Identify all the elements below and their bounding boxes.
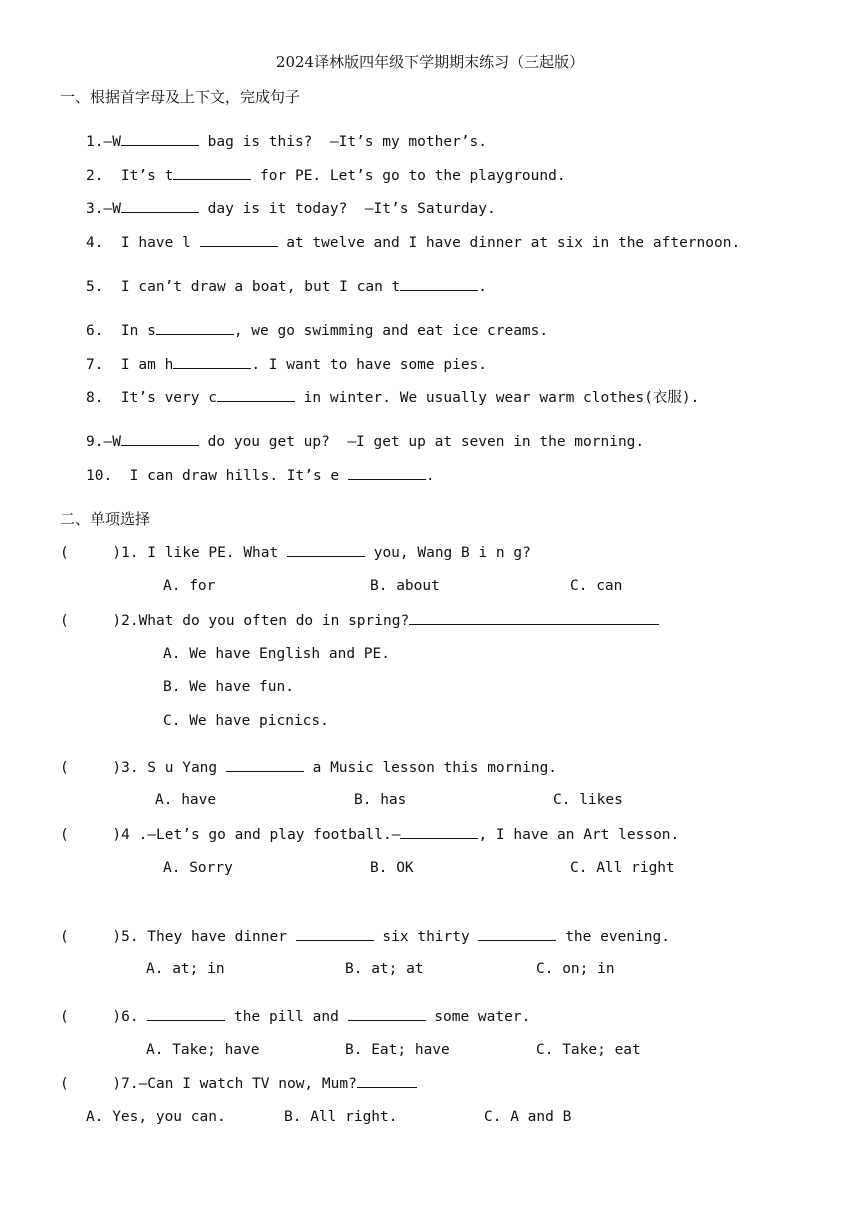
- question-text: 8. It’s very c: [86, 390, 217, 406]
- answer-blank[interactable]: [348, 1006, 426, 1021]
- section1-heading: 一、根据首字母及上下文，完成句子: [60, 88, 301, 106]
- option-a[interactable]: A. have: [155, 792, 217, 808]
- option-b[interactable]: B. We have fun.: [163, 679, 294, 695]
- s1-question-8: [86, 387, 699, 408]
- question-text: ( )3. S u Yang: [60, 760, 226, 776]
- question-text: 4. I have l: [86, 235, 200, 251]
- s1-question-9: [86, 431, 644, 452]
- answer-blank[interactable]: [121, 131, 199, 146]
- answer-blank[interactable]: [217, 387, 295, 402]
- answer-blank[interactable]: [348, 465, 426, 480]
- s1-question-7: [86, 354, 487, 375]
- question-text: the pill and: [225, 1009, 348, 1025]
- question-text: 2. It’s t: [86, 168, 174, 184]
- question-text: , we go swimming and eat ice creams.: [233, 323, 549, 339]
- question-text: .: [425, 468, 435, 484]
- s1-question-5: [86, 276, 487, 297]
- option-a[interactable]: A. We have English and PE.: [163, 646, 390, 662]
- answer-blank[interactable]: [409, 610, 659, 625]
- s2-question-6: [60, 1006, 530, 1027]
- option-c[interactable]: C. Take; eat: [536, 1042, 641, 1058]
- question-text: 3.—W: [86, 201, 121, 217]
- question-text: . I want to have some pies.: [251, 357, 488, 373]
- answer-blank[interactable]: [173, 354, 251, 369]
- question-text: at twelve and I have dinner at six in the afternoon.: [277, 235, 741, 251]
- answer-blank[interactable]: [226, 757, 304, 772]
- question-text: day is it today? —It’s Saturday.: [198, 201, 496, 217]
- question-text: bag is this? —It’s my mother’s.: [198, 134, 488, 150]
- question-text: ( )4 .—Let’s go and play football.—: [60, 827, 401, 843]
- answer-blank[interactable]: [400, 276, 478, 291]
- question-text: 5. I can’t draw a boat, but I can t: [86, 279, 401, 295]
- option-b[interactable]: B. Eat; have: [345, 1042, 450, 1058]
- question-text: do you get up? —I get up at seven in the morning.: [198, 434, 645, 450]
- option-c[interactable]: C. can: [570, 578, 623, 594]
- option-a[interactable]: A. Yes, you can.: [86, 1109, 226, 1125]
- question-text: some water.: [425, 1009, 531, 1025]
- question-text: .: [478, 279, 488, 295]
- s1-question-10: [86, 465, 435, 486]
- answer-blank[interactable]: [200, 232, 278, 247]
- question-text: 6. In s: [86, 323, 156, 339]
- section2-heading: 二、单项选择: [60, 510, 151, 528]
- s2-question-1: [60, 542, 531, 563]
- question-text: ( )1. I like PE. What: [60, 545, 287, 561]
- s1-question-4: [86, 232, 740, 253]
- option-a[interactable]: A. Sorry: [163, 860, 233, 876]
- answer-blank[interactable]: [400, 824, 478, 839]
- option-c[interactable]: C. on; in: [536, 961, 615, 977]
- answer-blank[interactable]: [121, 431, 199, 446]
- question-text: the evening.: [556, 929, 670, 945]
- answer-blank[interactable]: [156, 320, 234, 335]
- option-c[interactable]: C. likes: [553, 792, 623, 808]
- page-title: 2024译林版四年级下学期期末练习（三起版）: [275, 53, 585, 71]
- option-c[interactable]: C. All right: [570, 860, 675, 876]
- question-text: ( )7.—Can I watch TV now, Mum?: [60, 1076, 357, 1092]
- question-text: 9.—W: [86, 434, 121, 450]
- option-a[interactable]: A. for: [163, 578, 216, 594]
- option-b[interactable]: B. OK: [370, 860, 414, 876]
- s1-question-2: [86, 165, 566, 186]
- answer-blank[interactable]: [296, 926, 374, 941]
- option-b[interactable]: B. at; at: [345, 961, 424, 977]
- answer-blank[interactable]: [173, 165, 251, 180]
- s2-question-3: [60, 757, 557, 778]
- s2-question-7: [60, 1073, 417, 1094]
- option-a[interactable]: A. at; in: [146, 961, 225, 977]
- question-text: ( )5. They have dinner: [60, 929, 296, 945]
- s1-question-3: [86, 198, 496, 219]
- option-b[interactable]: B. All right.: [284, 1109, 398, 1125]
- question-text: 10. I can draw hills. It’s e: [86, 468, 348, 484]
- s1-question-6: [86, 320, 548, 341]
- question-text: in winter. We usually wear warm clothes(衣服).: [294, 390, 700, 406]
- question-text: ( )2.What do you often do in spring?: [60, 613, 410, 629]
- question-text: 7. I am h: [86, 357, 174, 373]
- question-text: six thirty: [373, 929, 479, 945]
- answer-blank[interactable]: [287, 542, 365, 557]
- option-c[interactable]: C. We have picnics.: [163, 713, 329, 729]
- answer-blank[interactable]: [478, 926, 556, 941]
- question-text: you, Wang B i n g?: [364, 545, 531, 561]
- s2-question-4: [60, 824, 679, 845]
- question-text: , I have an Art lesson.: [478, 827, 680, 843]
- s1-question-1: [86, 131, 487, 152]
- option-a[interactable]: A. Take; have: [146, 1042, 260, 1058]
- option-b[interactable]: B. has: [354, 792, 407, 808]
- option-c[interactable]: C. A and B: [484, 1109, 572, 1125]
- question-text: for PE. Let’s go to the playground.: [251, 168, 566, 184]
- question-text: 1.—W: [86, 134, 121, 150]
- s2-question-5: [60, 926, 670, 947]
- answer-blank[interactable]: [147, 1006, 225, 1021]
- question-text: a Music lesson this morning.: [303, 760, 558, 776]
- answer-blank[interactable]: [357, 1073, 417, 1088]
- question-text: ( )6.: [60, 1009, 148, 1025]
- answer-blank[interactable]: [121, 198, 199, 213]
- s2-question-2: [60, 610, 659, 631]
- option-b[interactable]: B. about: [370, 578, 440, 594]
